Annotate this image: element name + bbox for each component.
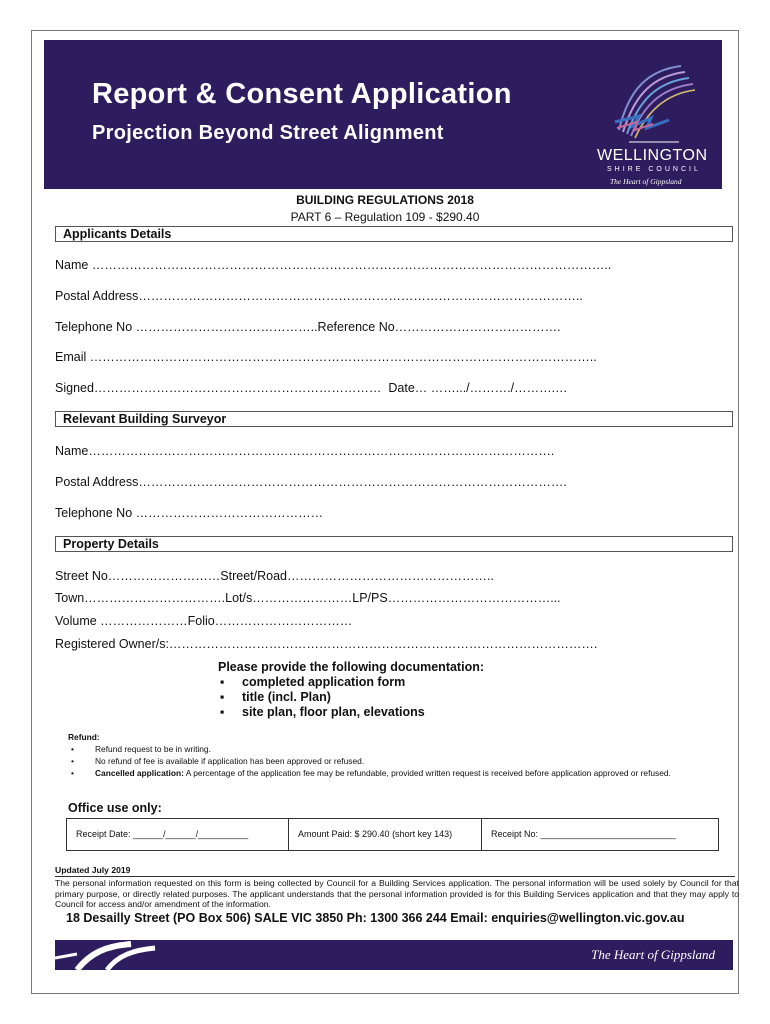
list-item: • No refund of fee is available if application has been approved or refused. — [71, 756, 365, 766]
applicant-name-field[interactable]: Name …………………………………………………………………………………………………………….. — [55, 258, 612, 272]
bullet-icon: • — [71, 768, 74, 778]
surveyor-postal-address-field[interactable]: Postal Address…………………………………………………………………………………………. — [55, 475, 567, 489]
list-item: • Refund request to be in writing. — [71, 744, 211, 754]
documentation-heading: Please provide the following documentation: — [218, 660, 484, 674]
form-subtitle: Projection Beyond Street Alignment — [92, 122, 444, 144]
applicant-telephone-reference-field[interactable]: Telephone No ……………………………………..Reference No…………………………………. — [55, 320, 561, 334]
regulation-detail: PART 6 – Regulation 109 - $290.40 — [290, 210, 480, 224]
property-street-field[interactable]: Street No………………………Street/Road………………………………………….. — [55, 569, 494, 583]
property-town-lot-field[interactable]: Town…………………………….Lot/s……………………LP/PS…………………………………... — [55, 591, 561, 605]
office-use-table — [66, 818, 719, 851]
list-item: • Cancelled application: A percentage of the application fee may be refundable, provided written request is received before application approved or refused. — [71, 768, 671, 778]
surveyor-telephone-field[interactable]: Telephone No ……………………………………… — [55, 506, 324, 520]
list-item: ▪ title (incl. Plan) — [220, 690, 331, 704]
privacy-statement: The personal information requested on this form is being collected by Council for a Building Services application. The personal information will be used solely by Council for that primary purpose, or directly related purposes. The applicant understands that the personal information provided is for this Building Services application and that they may apply to Council for access and/or amendment of the information. — [55, 878, 739, 909]
amount-paid-field: Amount Paid: $ 290.40 (short key 143) — [289, 819, 482, 850]
property-owner-field[interactable]: Registered Owner/s:…………………………………………………………………………………………. — [55, 637, 598, 651]
applicant-email-field[interactable]: Email ………………………………………………………………………………………………………….. — [55, 350, 597, 364]
applicant-signed-date-field[interactable]: Signed…………………………………………………………… Date… …….../………./……….… — [55, 381, 568, 395]
bullet-icon: ▪ — [220, 705, 225, 719]
logo-tagline: The Heart of Gippsland — [610, 177, 682, 186]
documentation-list — [218, 660, 484, 719]
refund-heading: Refund: — [68, 732, 100, 742]
office-use-heading: Office use only: — [68, 801, 162, 815]
footer-tagline: The Heart of Gippsland — [591, 947, 715, 962]
regulation-heading: BUILDING REGULATIONS 2018 — [296, 193, 474, 207]
logo-wordmark: WELLINGTON — [597, 147, 708, 164]
property-volume-folio-field[interactable]: Volume …………………Folio…………………………… — [55, 614, 353, 628]
list-item: ▪ completed application form — [220, 675, 406, 689]
updated-date: Updated July 2019 — [55, 865, 131, 875]
bullet-icon: ▪ — [220, 675, 225, 689]
bullet-icon: • — [71, 756, 74, 766]
list-item: ▪ site plan, floor plan, elevations — [220, 705, 425, 719]
logo-shire: SHIRE COUNCIL — [607, 166, 701, 173]
council-logo — [589, 58, 709, 186]
wellington-swoosh-logo-icon — [589, 58, 709, 148]
header-banner — [44, 40, 722, 189]
wellington-swoosh-logo-icon — [55, 940, 165, 970]
section-building-surveyor: Relevant Building Surveyor — [55, 411, 733, 427]
surveyor-name-field[interactable]: Name…………………………………………………………………………………………………. — [55, 444, 555, 458]
section-property-details: Property Details — [55, 536, 733, 552]
footer-banner — [55, 940, 733, 970]
refund-notes — [68, 731, 688, 779]
bullet-icon: • — [71, 744, 74, 754]
form-title: Report & Consent Application — [92, 78, 512, 110]
bullet-icon: ▪ — [220, 690, 225, 704]
receipt-number-field[interactable]: Receipt No: ___________________________ — [491, 829, 676, 839]
receipt-date-field[interactable]: Receipt Date: ______/______/__________ — [67, 819, 289, 850]
section-applicant-details: Applicants Details — [55, 226, 733, 242]
council-contact: 18 Desailly Street (PO Box 506) SALE VIC 3850 Ph: 1300 366 244 Email: enquiries@wellington.vic.gov.au — [66, 911, 685, 925]
applicant-postal-address-field[interactable]: Postal Address…………………………………………………………………………………………….. — [55, 289, 583, 303]
divider — [55, 876, 735, 877]
